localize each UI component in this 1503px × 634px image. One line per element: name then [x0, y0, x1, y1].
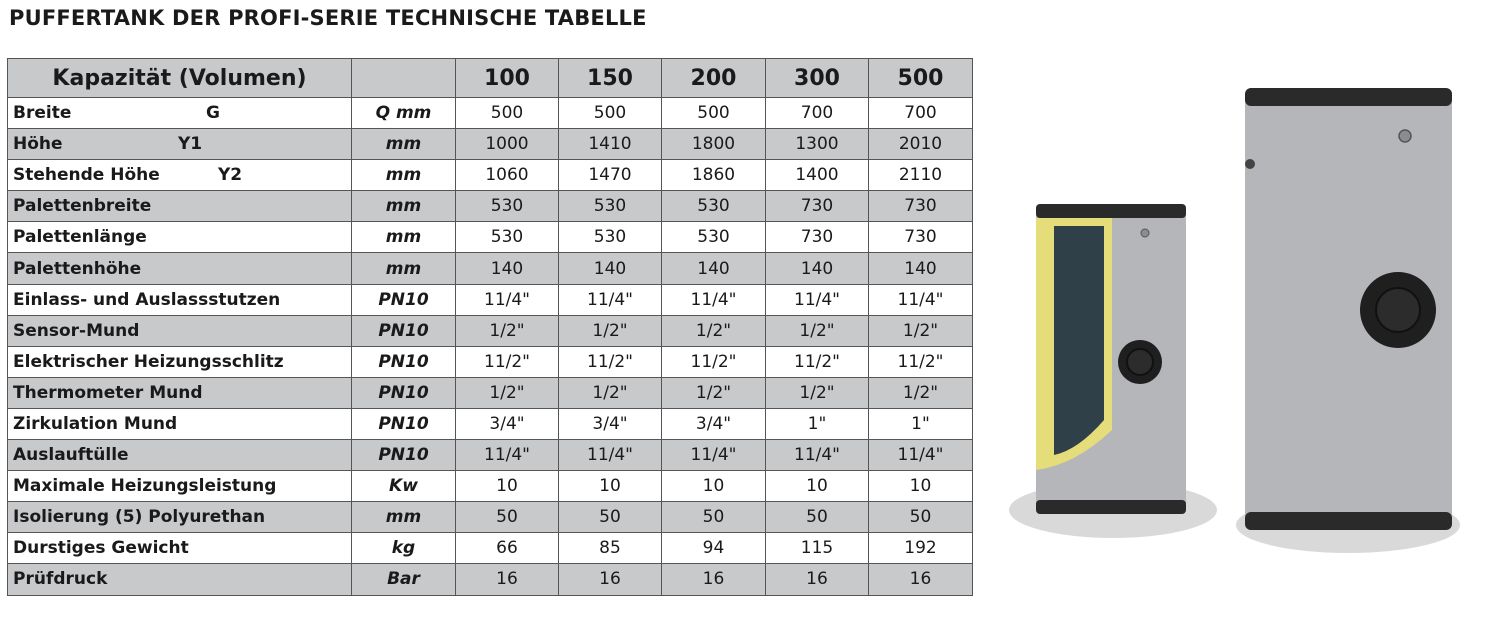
row-label: Prüfdruck	[13, 569, 108, 590]
header-row	[8, 59, 973, 98]
table-row	[8, 98, 973, 129]
row-label-cell	[8, 284, 352, 315]
value-cell-500: 730	[869, 222, 973, 253]
value-cell-300: 11/4"	[766, 440, 869, 471]
value-cell-200: 11/4"	[662, 284, 766, 315]
large-tank-bottom-band	[1245, 512, 1452, 530]
value-cell-300: 140	[766, 253, 869, 284]
row-label-cell	[8, 160, 352, 191]
table-row	[8, 408, 973, 439]
row-label-cell	[8, 471, 352, 502]
row-unit: Q mm	[352, 98, 456, 129]
row-unit: mm	[352, 191, 456, 222]
row-unit: mm	[352, 253, 456, 284]
table-row	[8, 346, 973, 377]
large-tank-sensor-icon	[1399, 130, 1411, 142]
value-cell-300: 50	[766, 502, 869, 533]
value-cell-500: 11/4"	[869, 284, 973, 315]
table-row	[8, 284, 973, 315]
row-label-cell	[8, 222, 352, 253]
table-row	[8, 253, 973, 284]
row-label-cell	[8, 191, 352, 222]
value-cell-100: 530	[456, 222, 559, 253]
value-cell-150: 1/2"	[559, 377, 662, 408]
large-tank-port-cap-icon	[1376, 288, 1420, 332]
row-label-cell	[8, 408, 352, 439]
value-cell-150: 10	[559, 471, 662, 502]
value-cell-200: 1800	[662, 129, 766, 160]
value-cell-100: 11/4"	[456, 440, 559, 471]
value-cell-150: 50	[559, 502, 662, 533]
value-cell-100: 50	[456, 502, 559, 533]
value-cell-200: 16	[662, 564, 766, 595]
header-capacity-label: Kapazität (Volumen)	[8, 59, 352, 98]
value-cell-300: 10	[766, 471, 869, 502]
value-cell-200: 1/2"	[662, 377, 766, 408]
technical-table	[7, 58, 973, 596]
header-unit-cell	[352, 59, 456, 98]
header-capacity-150: 150	[559, 59, 662, 98]
table-row	[8, 533, 973, 564]
row-unit: PN10	[352, 377, 456, 408]
table-row	[8, 129, 973, 160]
value-cell-100: 11/4"	[456, 284, 559, 315]
table-row	[8, 440, 973, 471]
value-cell-200: 140	[662, 253, 766, 284]
large-tank-side-outlet-icon	[1245, 159, 1255, 169]
value-cell-150: 16	[559, 564, 662, 595]
small-tank-top-band	[1036, 204, 1186, 218]
row-label: Sensor-Mund	[13, 320, 140, 341]
value-cell-200: 50	[662, 502, 766, 533]
table-row	[8, 502, 973, 533]
value-cell-100: 140	[456, 253, 559, 284]
row-unit: kg	[352, 533, 456, 564]
value-cell-300: 11/4"	[766, 284, 869, 315]
value-cell-100: 1/2"	[456, 377, 559, 408]
value-cell-150: 530	[559, 191, 662, 222]
row-unit: PN10	[352, 284, 456, 315]
row-unit: PN10	[352, 440, 456, 471]
value-cell-500: 700	[869, 98, 973, 129]
small-tank-bottom-band	[1036, 500, 1186, 514]
value-cell-150: 11/2"	[559, 346, 662, 377]
small-tank-port-cap-icon	[1127, 349, 1153, 375]
value-cell-500: 10	[869, 471, 973, 502]
table-row	[8, 191, 973, 222]
value-cell-100: 500	[456, 98, 559, 129]
value-cell-300: 11/2"	[766, 346, 869, 377]
value-cell-200: 94	[662, 533, 766, 564]
value-cell-500: 1/2"	[869, 315, 973, 346]
row-label: Thermometer Mund	[13, 382, 203, 403]
value-cell-200: 530	[662, 222, 766, 253]
row-label-cell	[8, 502, 352, 533]
row-dimension-code: G	[206, 103, 220, 124]
value-cell-500: 11/2"	[869, 346, 973, 377]
value-cell-500: 50	[869, 502, 973, 533]
value-cell-150: 85	[559, 533, 662, 564]
value-cell-200: 1/2"	[662, 315, 766, 346]
table-row	[8, 222, 973, 253]
row-label: Breite	[13, 103, 72, 124]
header-capacity-100: 100	[456, 59, 559, 98]
row-unit: PN10	[352, 408, 456, 439]
value-cell-500: 730	[869, 191, 973, 222]
row-unit: Kw	[352, 471, 456, 502]
row-label-cell	[8, 98, 352, 129]
value-cell-100: 10	[456, 471, 559, 502]
value-cell-300: 1/2"	[766, 377, 869, 408]
row-unit: PN10	[352, 315, 456, 346]
row-label: Palettenlänge	[13, 227, 147, 248]
value-cell-150: 1470	[559, 160, 662, 191]
row-label-cell	[8, 564, 352, 595]
header-capacity-300: 300	[766, 59, 869, 98]
value-cell-500: 1/2"	[869, 377, 973, 408]
value-cell-500: 192	[869, 533, 973, 564]
row-label: Zirkulation Mund	[13, 413, 178, 434]
row-label: Einlass- und Auslassstutzen	[13, 289, 281, 310]
value-cell-200: 11/2"	[662, 346, 766, 377]
value-cell-200: 11/4"	[662, 440, 766, 471]
value-cell-300: 16	[766, 564, 869, 595]
value-cell-500: 1"	[869, 408, 973, 439]
value-cell-300: 1/2"	[766, 315, 869, 346]
row-label-cell	[8, 533, 352, 564]
row-label: Durstiges Gewicht	[13, 538, 189, 559]
row-unit: PN10	[352, 346, 456, 377]
row-label: Höhe	[13, 134, 63, 155]
row-label-cell	[8, 253, 352, 284]
value-cell-150: 530	[559, 222, 662, 253]
row-dimension-code: Y2	[218, 165, 243, 186]
value-cell-150: 1410	[559, 129, 662, 160]
value-cell-300: 730	[766, 222, 869, 253]
value-cell-300: 115	[766, 533, 869, 564]
table-row	[8, 564, 973, 595]
value-cell-200: 10	[662, 471, 766, 502]
value-cell-500: 2110	[869, 160, 973, 191]
row-label-cell	[8, 377, 352, 408]
value-cell-100: 1000	[456, 129, 559, 160]
value-cell-150: 11/4"	[559, 440, 662, 471]
row-label: Maximale Heizungsleistung	[13, 476, 277, 497]
row-label: Palettenhöhe	[13, 258, 142, 279]
value-cell-300: 1400	[766, 160, 869, 191]
value-cell-300: 700	[766, 98, 869, 129]
page-title: PUFFERTANK DER PROFI-SERIE TECHNISCHE TABELLE	[9, 6, 647, 30]
value-cell-200: 530	[662, 191, 766, 222]
value-cell-100: 3/4"	[456, 408, 559, 439]
value-cell-150: 11/4"	[559, 284, 662, 315]
row-unit: mm	[352, 129, 456, 160]
row-unit: mm	[352, 160, 456, 191]
row-label: Palettenbreite	[13, 196, 152, 217]
value-cell-500: 11/4"	[869, 440, 973, 471]
value-cell-500: 140	[869, 253, 973, 284]
header-capacity-500: 500	[869, 59, 973, 98]
small-tank-cutaway-inner	[1054, 226, 1104, 455]
value-cell-100: 16	[456, 564, 559, 595]
value-cell-100: 530	[456, 191, 559, 222]
value-cell-300: 1"	[766, 408, 869, 439]
row-label-cell	[8, 346, 352, 377]
table-row	[8, 471, 973, 502]
large-tank-top-band	[1245, 88, 1452, 106]
value-cell-100: 1060	[456, 160, 559, 191]
value-cell-200: 1860	[662, 160, 766, 191]
row-dimension-code: Y1	[178, 134, 203, 155]
value-cell-500: 16	[869, 564, 973, 595]
row-unit: Bar	[352, 564, 456, 595]
row-unit: mm	[352, 222, 456, 253]
value-cell-200: 500	[662, 98, 766, 129]
value-cell-150: 3/4"	[559, 408, 662, 439]
table-row	[8, 315, 973, 346]
header-capacity-200: 200	[662, 59, 766, 98]
value-cell-100: 66	[456, 533, 559, 564]
row-label: Isolierung (5) Polyurethan	[13, 507, 266, 528]
value-cell-500: 2010	[869, 129, 973, 160]
value-cell-300: 730	[766, 191, 869, 222]
row-unit: mm	[352, 502, 456, 533]
row-label: Auslauftülle	[13, 445, 129, 466]
small-tank-sensor-icon	[1141, 229, 1149, 237]
value-cell-150: 500	[559, 98, 662, 129]
value-cell-150: 1/2"	[559, 315, 662, 346]
row-label: Elektrischer Heizungsschlitz	[13, 351, 284, 372]
row-label: Stehende Höhe	[13, 165, 160, 186]
table-row	[8, 377, 973, 408]
value-cell-150: 140	[559, 253, 662, 284]
row-label-cell	[8, 440, 352, 471]
table-row	[8, 160, 973, 191]
value-cell-300: 1300	[766, 129, 869, 160]
value-cell-100: 11/2"	[456, 346, 559, 377]
tank-illustration	[1000, 80, 1480, 560]
row-label-cell	[8, 129, 352, 160]
value-cell-200: 3/4"	[662, 408, 766, 439]
row-label-cell	[8, 315, 352, 346]
value-cell-100: 1/2"	[456, 315, 559, 346]
